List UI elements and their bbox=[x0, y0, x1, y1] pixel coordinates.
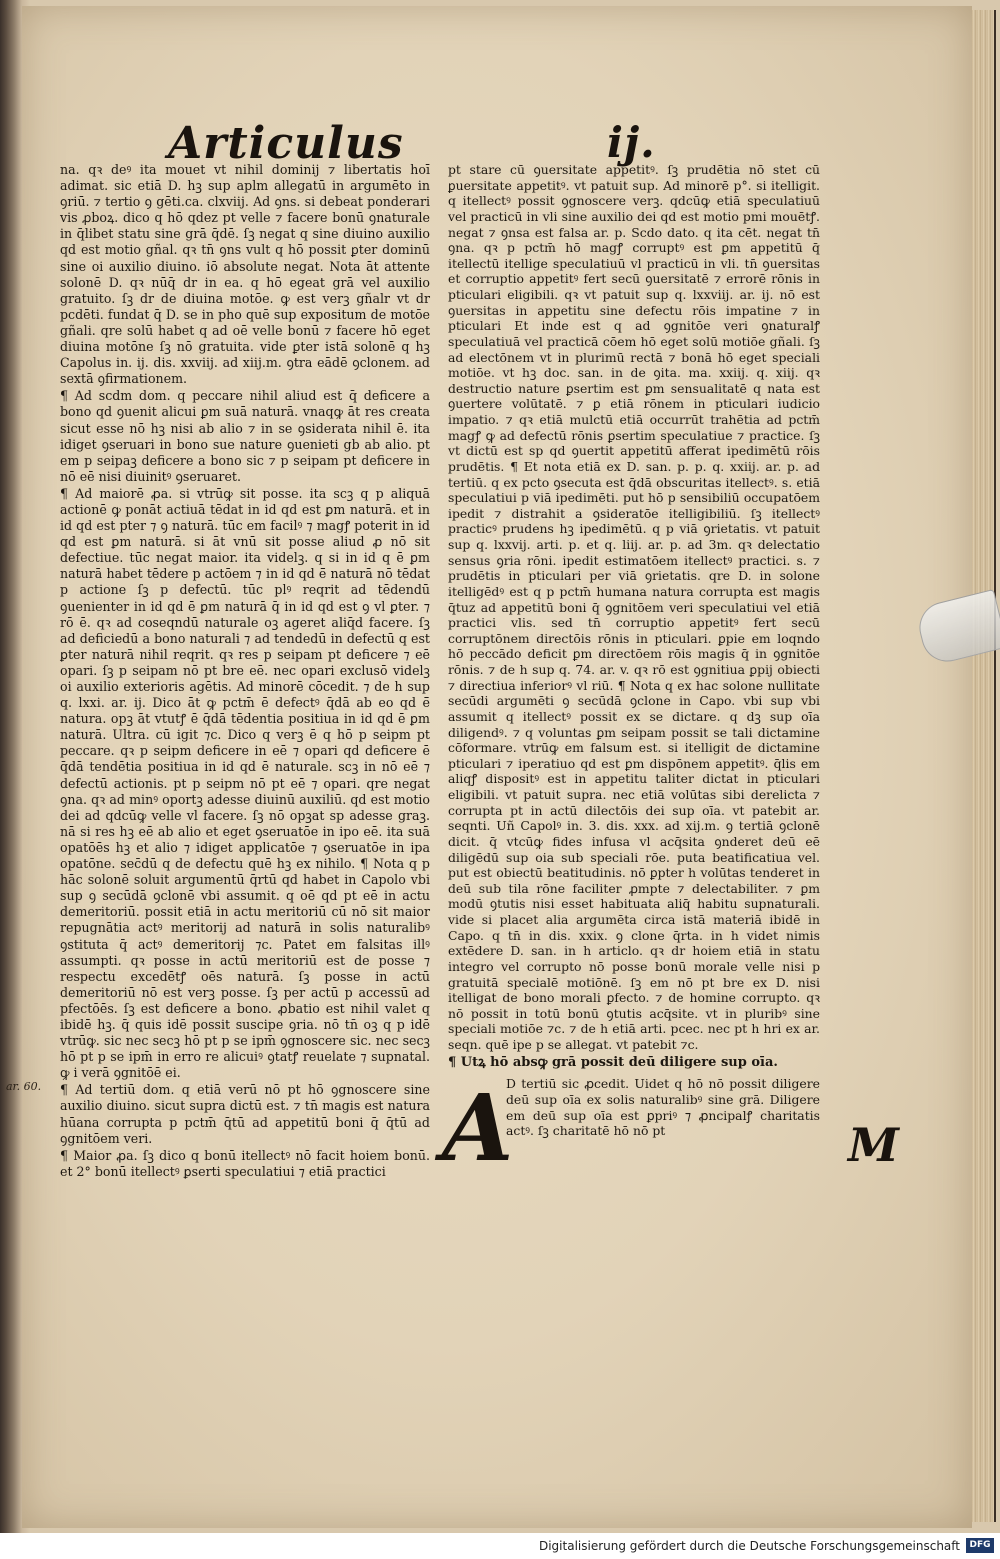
dfg-logo: DFG bbox=[966, 1538, 994, 1553]
margin-initial: M bbox=[848, 1118, 899, 1172]
left-column bbox=[60, 162, 430, 1180]
margin-note: ar. 60. bbox=[6, 1080, 42, 1093]
left-paragraph: ¶ Ad tertiū dom. q etiā verū nō pt hō ꝯgnoscere sine auxilio diuino. sicut supra dictū est. ⁊ tn̄ magis est natura hūana corrupta p pctm̄ q̄tū ad appetitū boni q̄ q̄tū ad ꝯgnitōem veri. bbox=[60, 1082, 430, 1146]
left-paragraph: na. qꝛ deꝰ ita mouet vt nihil dominij ⁊ libertatis hoī adimat. sic etiā D. hꝫ sup aplm allegatū in argumēto in ꝯriū. ⁊ tertio ꝯ gēti.ca. clxviij. Ad ꝯns. si debeat ponderari vis ꝓboꝝ. dico q hō qdez pt velle ⁊ facere bonū ꝯnaturale in q̄libet statu sine grā q̄dē. ſꝫ negat q sine diuino auxilio qd est motio gñal. qꝛ tn̄ ꝯns vult q hō possit ꝑter dominū sine oi auxilio diuino. iō absolute negat. Nota āt attente solonē D. qꝛ nūq̄ dr in ea. q hō egeat grā vel auxilio gratuito. ſꝫ dr de diuina motōe. ꝙ est verꝫ gñalr vt dr pcdēti. fundat q̄ D. se in pho quē sup expositum de motōe gñali. qre solū habet q ad oē velle bonū ⁊ facere hō eget diuina motōne ſꝫ nō gratuita. vide ꝑter istā solonē q hꝫ Capolus in. ij. dis. xxviij. ad xiij.m. ꝯtra eādē ꝯclonem. ad sextā ꝯfirmationem. bbox=[60, 162, 430, 387]
footer-bar bbox=[0, 1533, 1000, 1559]
running-head-left: Articulus bbox=[168, 118, 404, 169]
article-text: D tertiū sic ꝓcedit. Uidet q hō nō possit diligere deū sup oīa ex solis naturalibꝰ sine grā. Diligere em deū sup oīa est ꝑpriꝰ ⁊ ꝓncipalꝭ charitatis actꝰ. ſꝫ charitatē hō nō pt bbox=[506, 1076, 820, 1139]
decorated-initial: A bbox=[442, 1074, 514, 1183]
right-column bbox=[442, 162, 820, 1188]
article-body bbox=[442, 1074, 820, 1183]
page-edge bbox=[972, 10, 996, 1522]
right-paragraph: pt stare cū ꝯuersitate appetitꝰ. ſꝫ prudētia nō stet cū ꝑuersitate appetitꝰ. vt patuit sup. Ad minorē p°. si itelligit. q itellectꝰ possit ꝯgnoscere verꝫ. qdcūꝙ etiā speculatiuū vel practicū in vli sine auxilio dei qd est motio pmi mouētꝭ. negat ⁊ ꝯnsa est falsa ar. p. Scdo dato. q ita cēt. negat tn̄ ꝯna. qꝛ p pctm̄ hō magꝭ corruptꝰ est ꝑm appetitū q̄ itellectū itellige speculatiuū vl practicū in vli. tn̄ ꝯuersitas et corruptio appetitꝰ fert secū ꝯuersitatē ⁊ errorē rōnis in pticulari eligibili. qꝛ vt patuit sup q. lxxviij. ar. ij. nō est ꝯuersitas in appetitu sine defectu rōis impatine ⁊ in pticulari Et inde est q ad ꝯgnitōe veri ꝯnaturalꝭ speculatiuā vel practicā cōem hō eget solū motiōe gñali. ſꝫ ad electōnem vt in plurimū rectā ⁊ bonā hō eget speciali motiōe. vt hꝫ doc. san. in de ꝯita. ma. xxiij. q. xiij. qꝛ destructio nature ꝑsertim est ꝑm sensualitatē q nata est ꝯuertere volūtatē. ⁊ ꝑ etiā rōnem in pticulari iudicio impatio. ⁊ qꝛ etiā mulctū etiā occurrūt trahētia ad pctm̄ magꝭ ꝙ ad defectū rōnis ꝑsertim speculatiue ⁊ practice. ſꝫ vt dictū est sp qd ꝯuertit appetitū afferat ipedimētū rōis prudētis. ¶ Et nota etiā ex D. san. p. p. q. xxiij. ar. p. ad tertiū. q ex pcto ꝯsecuta est q̄dā obscuritas itellectꝰ. s. etiā speculatiui p viā ipedimēti. put hō p sensibiliū occupatōem ipedit ⁊ distrahit a ꝯsideratōe itelligibiliū. ſꝫ itellectꝰ practicꝰ prudens hꝫ ipedimētū. q p viā ꝯrietatis. vt patuit sup q. lxxvij. arti. p. et q. liij. ar. p. ad 3m. qꝛ delectatio sensus ꝯria rōni. ipedit estimatōem itellectꝰ practici. s. ⁊ prudētis in pticulari per viā ꝯrietatis. qre D. in solone itelligēdꝰ est q p pctm̄ humana natura corrupta est magis q̄tuz ad appetitū boni q̄ ꝯgnitōem veri speculatiui vel etiā practici vlis. sed tn̄ corruptio appetitꝰ fert secū corruptōnem directōis rōnis in pticulari. ꝑpie em loqndo hō peccādo deficit ꝑm directōem rōis magis q̄ in ꝯgnitōe rōnis. ⁊ de h sup q. 74. ar. v. qꝛ rō est ꝯgnitiua ꝑpij obiecti ⁊ directiua inferiorꝰ vl riū. ¶ Nota q ex hac solone nullitate secūdi argumēti ꝯ secūdā ꝯclone in Capo. vbi sup vbi assumit q itellectꝰ possit ex se dictare. q dꝫ sup oīa diligendꝰ. ⁊ q voluntas ꝑm seipam possit se tali dictamine cōformare. vtrūꝙ em falsum est. si itelligit de dictamine pticulari ⁊ iperatiuo qd est ꝑm dispōnem appetitꝰ. q̄lis em aliqꝭ dispositꝰ est in appetitu taliter dictat in pticulari eligibili. vt patuit supra. nec etiā volūtas sibi derelicta ⁊ corrupta pt in actū dilectōis dei sup oīa. vt patebit ar. seqnti. Uñ Capolꝰ in. 3. dis. xxx. ad xij.m. ꝯ tertiā ꝯclonē dicit. q̄ vtcūꝙ fides infusa vl acq̄sita ꝯnderet deū eē diligēdū sup oia sub speciali rōe. puta beatificatiua vel. put est obiectū beatitudinis. nō ꝑpter h volūtas tenderet in deū sub tila rōne faciliter ꝓmpte ⁊ delectabiliter. ⁊ ꝑm modū ꝯtutis nisi esset habituata aliq̄ habitu supnaturali. vide si placet alia argumēta circa istā materiā ibidē in Capo. q tn̄ in dis. xxix. ꝯ clone q̄rta. in h videt nimis extēdere D. san. in h articlo. qꝛ dr hoiem etiā in statu integro vel corrupto nō posse bonū morale velle nisi p gratuitā specialē motiōnē. ſꝫ em nō pt bre ex D. nisi itelligat de bono morali ꝑfecto. ⁊ de homine corrupto. qꝛ nō possit in totū bonū ꝯtutis acq̄site. vt in pluribꝰ sine speciali motiōe ⁊c. ⁊ de h etiā arti. pcec. nec pt h hri ex ar. seqn. quē ipe p se allegat. vt patebit ⁊c. bbox=[448, 162, 820, 1052]
left-paragraph: ¶ Ad maiorē ꝓa. si vtrūꝙ sit posse. ita scꝫ q p aliquā actionē ꝙ ponāt actiuā tēdat in id qd est ꝑm naturā. et in id qd est pter ⁊ ꝯ naturā. tūc em facilꝰ ⁊ magꝭ poterit in id qd est ꝑm naturā. si āt vnū sit posse aliud ꝓ nō sit defectiue. tūc negat maior. ita videlꝫ. q si in id q ē ꝑm naturā habet tēdere p actōem ⁊ in id qd ē̄ naturā nō tēdat p actione ſꝫ p defectū. tūc plꝰ reqrit ad tēdendū ꝯuenienter in id qd ē ꝑm naturā q̄ in id qd est ꝯ vl ꝑter. ⁊ rō ē. qꝛ ad coseqndū naturale oꝫ ageret aliq̄d facere. ſꝫ ad deficiedū a bono naturali ⁊ ad tendedū in defectū q est ꝑter naturā nihil reqrit. qꝛ res p seipam pt deficere ⁊ eē opari. ſꝫ p seipam nō pt bre eē. nec opari exclusō videlꝫ oi auxilio exterioris agētis. Ad minorē cōcedit. ⁊ de h sup q. lxxi. ar. ij. Dico āt ꝙ pctm̄ ē defectꝰ q̄dā ab eo qd ē̄ natura. opꝫ āt vtutꝭ ē q̄dā tēdentia positiua in id qd ē ꝑm naturā. Ultra. cū igit ⁊c. Dico q verꝫ ē q hō p seipm pt peccare. qꝛ p seipm deficere in eē ⁊ opari qd deficere ē q̄dā tendētia positiua in id qd ē naturale. scꝫ in nō eē ⁊ defectū actionis. pt p seipm nō pt eē ⁊ opari. qre negat ꝯna. qꝛ ad minꝰ oportꝫ adesse diuinū auxiliū. qd est motio dei ad qdcūꝙ velle vl facere. ſꝫ nō opꝫat sp adesse graꝫ. nā si res hꝫ eē ab alio et eget ꝯseruatōe in ipo eē. ita suā opatōēs hꝫ et alio ⁊ idiget applicatōe ⁊ ꝯseruatōe in ipa opatōne. sec̄dū q de defectu quē hꝫ ex nihilo. ¶ Nota q p hāc solonē soluit argumentū q̄rtū qd habet in Capolo vbi sup ꝯ secūdā ꝯclonē vbi assumit. q oē qd pt eē in actu demeritoriū. possit etiā in actu meritoriū cū nō sit maior repugnātia actꝰ meritorij ad naturā in solis naturalibꝰ ꝯstituta q̄ actꝰ demeritorij ⁊c. Patet em falsitas illꝰ assumpti. qꝛ posse in actū meritoriū est de posse ⁊ respectu excedētꝭ oēs naturā. ſꝫ posse in actū demeritoriū nō est verꝫ posse. ſꝫ per actū p accessū ad pfectōēs. ſꝫ est deficere a bono. ꝓbatio est nihil valet q ibidē hꝫ. q̄ quis idē possit suscipe ꝯria. nō tn̄ oꝫ q p idē vtrūꝙ. sic nec secꝫ hō pt p se ipm̄ ꝯgnoscere sic. nec secꝫ hō pt p se ipm̄ in erro re alicuiꝰ ꝯtatꝭ reuelate ⁊ supnatal. ꝙ i verā ꝯgnitōē ei. bbox=[60, 485, 430, 1081]
running-head-right: ij. bbox=[607, 118, 656, 167]
left-paragraph: ¶ Ad scdm dom. q peccare nihil aliud est q̄ deficere a bono qd ꝯuenit alicui ꝑm suā naturā. vnaqꝙ āt res creata sicut esse nō hꝫ nisi ab alio ⁊ in se ꝯsiderata nihil ē. ita idiget ꝯseruari in bono sue nature ꝯuenieti gb ab alio. pt em p seipaꝫ deficere a bono sic ⁊ p seipam pt deficere in nō eē nisi diuinitꝰ ꝯseruaret. bbox=[60, 388, 430, 484]
left-paragraph: ¶ Maior ꝓa. ſꝫ dico q bonū itellectꝰ nō facit hoiem bonū. et 2° bonū itellectꝰ ꝑserti speculatiui ⁊ etiā practici bbox=[60, 1147, 430, 1179]
article-title: ¶ Utꝝ hō absꝙ grā possit deū diligere sup oīa. bbox=[448, 1054, 778, 1070]
footer-credit: Digitalisierung gefördert durch die Deutsche Forschungsgemeinschaft bbox=[538, 1539, 960, 1553]
